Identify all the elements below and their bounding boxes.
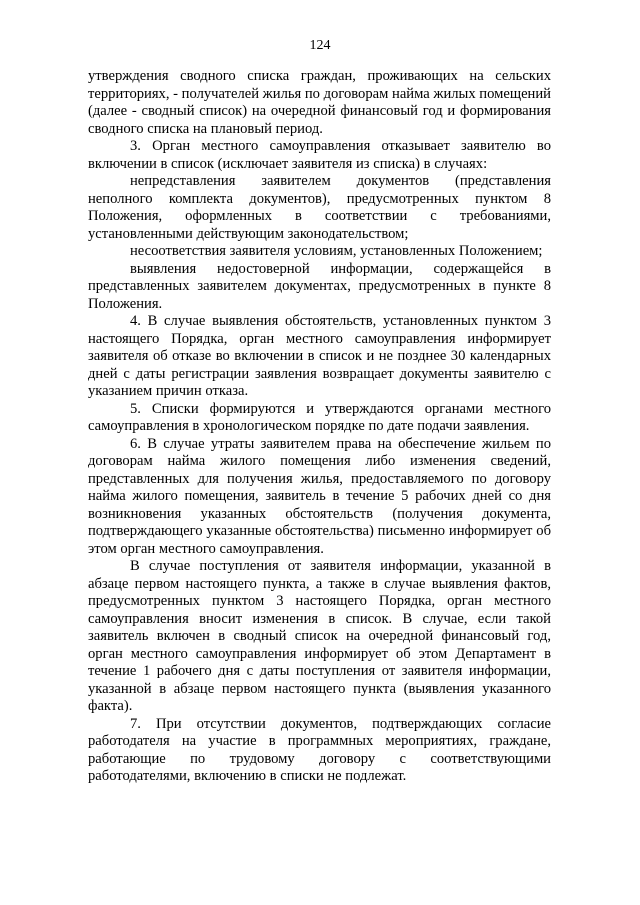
paragraph-item-7: 7. При отсутствии документов, подтверждающих согласие работодателя на участие в программных мероприятиях, граждане, работающие по трудовому договору с соответствующими работодателями, включению в списки не подлежат. <box>88 715 551 784</box>
document-body <box>88 68 551 786</box>
page-number: 124 <box>309 38 331 53</box>
paragraph-continuation: утверждения сводного списка граждан, проживающих на сельских территориях, - получателей жилья по договорам найма жилых помещений (далее - сводный список) на очередной финансовый год и формирования сводного списка на плановый период. <box>88 68 551 137</box>
paragraph-reason-false-information: выявления недостоверной информации, содержащейся в представленных заявителем документах, предусмотренных в пункте 8 Положения. <box>88 260 551 312</box>
paragraph-item-6: 6. В случае утраты заявителем права на обеспечение жильем по договорам найма жилого помещения либо изменения сведений, представленных для получения жилья, предоставляемого по договору найма жилого помещения, заявитель в течение 5 рабочих дней со дня возникновения указанных обстоятельств (получения документа, подтверждающего указанные обстоятельства) письменно информирует об этом орган местного самоуправления. <box>88 435 551 557</box>
paragraph-item-5: 5. Списки формируются и утверждаются органами местного самоуправления в хронологическом порядке по дате подачи заявления. <box>88 400 551 434</box>
paragraph-item-4: 4. В случае выявления обстоятельств, установленных пунктом 3 настоящего Порядка, орган местного самоуправления информирует заявителя об отказе во включении в список и не позднее 30 календарных дней с даты регистрации заявления возвращает документы заявителю с указанием причин отказа. <box>88 313 551 399</box>
paragraph-reason-incomplete-documents: непредставления заявителем документов (представления неполного комплекта документов), предусмотренных пунктом 8 Положения, оформленных в соответствии с требованиями, установленными действующим законодательством; <box>88 173 551 242</box>
paragraph-item-3: 3. Орган местного самоуправления отказывает заявителю во включении в список (исключает заявителя из списка) в случаях: <box>88 138 551 172</box>
paragraph-reason-nonconformity: несоответствия заявителя условиям, установленных Положением; <box>130 243 543 259</box>
paragraph-item-6-continued: В случае поступления от заявителя информации, указанной в абзаце первом настоящего пункта, а также в случае выявления фактов, предусмотренных пунктом 3 настоящего Порядка, орган местного самоуправления вносит изменения в список. В случае, если такой заявитель включен в сводный список на очередной финансовый год, орган местного самоуправления информирует об этом Департамент в течение 1 рабочего дня с даты поступления от заявителя информации, указанной в абзаце первом настоящего пункта (выявления указанного факта). <box>88 558 551 714</box>
